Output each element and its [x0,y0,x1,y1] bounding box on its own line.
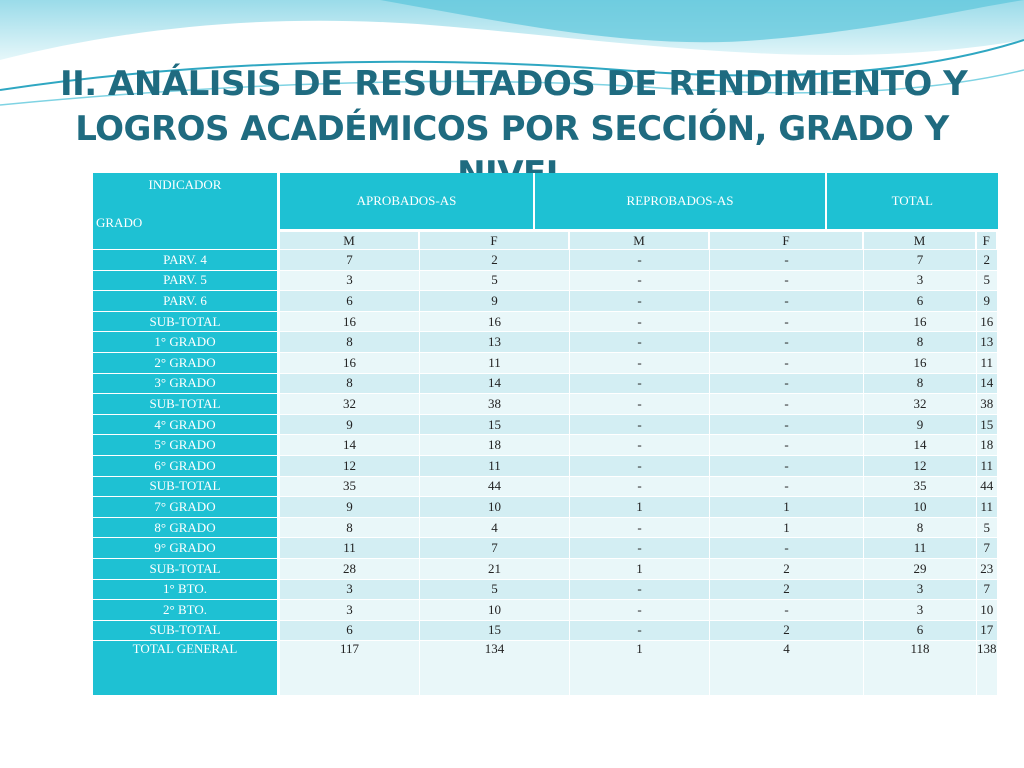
cell-aprobados-f: 15 [420,620,570,641]
table-row [93,640,998,695]
cell-reprobados-f: 1 [710,517,864,538]
subheader-reprobados-m: M [570,229,710,249]
row-label: SUB-TOTAL [93,620,280,641]
cell-total-m: 16 [864,352,977,373]
table-row [93,249,998,270]
cell-aprobados-f: 21 [420,558,570,579]
cell-reprobados-m: - [570,270,710,291]
row-label: 2° BTO. [93,599,280,620]
cell-aprobados-f: 38 [420,393,570,414]
table-row [93,311,998,332]
cell-aprobados-m: 9 [280,414,420,435]
cell-total-m: 8 [864,373,977,394]
table-row [93,496,998,517]
cell-total-m: 35 [864,476,977,497]
cell-total-m: 29 [864,558,977,579]
table-row [93,579,998,600]
cell-reprobados-m: - [570,352,710,373]
cell-total-f: 44 [977,476,998,497]
cell-aprobados-m: 7 [280,249,420,270]
row-label: 2° GRADO [93,352,280,373]
cell-aprobados-m: 16 [280,352,420,373]
cell-total-m: 14 [864,434,977,455]
table-row [93,414,998,435]
cell-aprobados-m: 6 [280,620,420,641]
cell-aprobados-m: 6 [280,290,420,311]
cell-reprobados-f: - [710,290,864,311]
table-row [93,599,998,620]
results-table [93,173,998,695]
cell-reprobados-m: - [570,393,710,414]
cell-aprobados-m: 28 [280,558,420,579]
cell-reprobados-f: 4 [710,640,864,695]
cell-total-f: 38 [977,393,998,414]
cell-aprobados-m: 8 [280,517,420,538]
cell-total-f: 10 [977,599,998,620]
cell-reprobados-f: - [710,373,864,394]
cell-total-f: 18 [977,434,998,455]
cell-reprobados-f: 2 [710,579,864,600]
table-row [93,455,998,476]
cell-total-f: 11 [977,496,998,517]
cell-reprobados-m: - [570,373,710,394]
cell-aprobados-f: 10 [420,599,570,620]
cell-aprobados-m: 16 [280,311,420,332]
cell-total-f: 9 [977,290,998,311]
cell-reprobados-m: - [570,290,710,311]
cell-reprobados-f: - [710,311,864,332]
header-indicador-grado [93,173,280,249]
cell-total-m: 118 [864,640,977,695]
cell-total-f: 11 [977,455,998,476]
title-line-2: LOGROS ACADÉMICOS POR SECCIÓN, GRADO Y [75,109,949,149]
cell-reprobados-f: - [710,249,864,270]
cell-reprobados-m: 1 [570,640,710,695]
cell-reprobados-f: - [710,599,864,620]
cell-reprobados-m: 1 [570,496,710,517]
cell-aprobados-f: 5 [420,579,570,600]
row-label: 8° GRADO [93,517,280,538]
cell-aprobados-m: 8 [280,331,420,352]
row-label: PARV. 5 [93,270,280,291]
cell-aprobados-m: 11 [280,537,420,558]
cell-reprobados-m: - [570,537,710,558]
cell-aprobados-m: 8 [280,373,420,394]
cell-total-m: 3 [864,579,977,600]
table-row [93,537,998,558]
cell-aprobados-f: 14 [420,373,570,394]
cell-aprobados-m: 32 [280,393,420,414]
cell-total-m: 9 [864,414,977,435]
table-row [93,558,998,579]
cell-reprobados-f: - [710,352,864,373]
cell-total-m: 10 [864,496,977,517]
cell-reprobados-m: - [570,579,710,600]
cell-reprobados-f: - [710,393,864,414]
title-line-1: II. ANÁLISIS DE RESULTADOS DE RENDIMIENTO Y [60,64,968,104]
header-reprobados: REPROBADOS-AS [535,173,827,229]
row-label: PARV. 6 [93,290,280,311]
cell-total-m: 11 [864,537,977,558]
cell-reprobados-f: - [710,331,864,352]
cell-total-f: 15 [977,414,998,435]
cell-total-f: 14 [977,373,998,394]
cell-total-f: 16 [977,311,998,332]
table-row [93,290,998,311]
cell-total-m: 8 [864,517,977,538]
row-label: SUB-TOTAL [93,476,280,497]
cell-reprobados-m: - [570,455,710,476]
cell-reprobados-m: - [570,517,710,538]
cell-aprobados-f: 18 [420,434,570,455]
table-body [93,249,998,695]
cell-total-m: 16 [864,311,977,332]
row-label: SUB-TOTAL [93,311,280,332]
cell-reprobados-m: 1 [570,558,710,579]
cell-reprobados-m: - [570,476,710,497]
cell-aprobados-f: 7 [420,537,570,558]
cell-aprobados-f: 13 [420,331,570,352]
cell-total-f: 11 [977,352,998,373]
cell-reprobados-f: 1 [710,496,864,517]
row-label: 5° GRADO [93,434,280,455]
table-row [93,620,998,641]
cell-aprobados-m: 12 [280,455,420,476]
cell-aprobados-f: 9 [420,290,570,311]
cell-reprobados-f: - [710,270,864,291]
cell-total-f: 5 [977,517,998,538]
cell-reprobados-f: - [710,434,864,455]
row-label: SUB-TOTAL [93,393,280,414]
cell-aprobados-f: 44 [420,476,570,497]
cell-total-f: 2 [977,249,998,270]
row-label: 4° GRADO [93,414,280,435]
cell-aprobados-m: 35 [280,476,420,497]
cell-aprobados-f: 15 [420,414,570,435]
table-row [93,434,998,455]
cell-aprobados-f: 5 [420,270,570,291]
cell-aprobados-f: 2 [420,249,570,270]
cell-total-m: 3 [864,599,977,620]
cell-reprobados-f: - [710,455,864,476]
header-indicador: INDICADOR [148,177,222,192]
cell-total-f: 7 [977,537,998,558]
row-label: 9° GRADO [93,537,280,558]
row-label: 7° GRADO [93,496,280,517]
subheader-aprobados-f: F [420,229,570,249]
subheader-reprobados-f: F [710,229,864,249]
table-row [93,393,998,414]
row-label: 3° GRADO [93,373,280,394]
table-row [93,517,998,538]
cell-reprobados-m: - [570,414,710,435]
table-row [93,270,998,291]
cell-total-m: 3 [864,270,977,291]
table-row [93,373,998,394]
cell-aprobados-m: 3 [280,579,420,600]
row-label: 1° GRADO [93,331,280,352]
header-total: TOTAL [827,173,998,229]
cell-aprobados-m: 3 [280,270,420,291]
cell-total-m: 8 [864,331,977,352]
row-label: 6° GRADO [93,455,280,476]
cell-reprobados-f: 2 [710,620,864,641]
cell-reprobados-m: - [570,249,710,270]
table-row [93,352,998,373]
cell-total-m: 6 [864,620,977,641]
cell-reprobados-m: - [570,311,710,332]
cell-total-f: 7 [977,579,998,600]
cell-aprobados-f: 4 [420,517,570,538]
cell-aprobados-m: 14 [280,434,420,455]
cell-total-f: 17 [977,620,998,641]
header-grado: GRADO [96,215,143,230]
subheader-total-m: M [864,229,977,249]
table-row [93,476,998,497]
cell-total-f: 5 [977,270,998,291]
cell-reprobados-f: - [710,537,864,558]
cell-aprobados-m: 9 [280,496,420,517]
cell-total-f: 138 [977,640,998,695]
cell-aprobados-m: 117 [280,640,420,695]
cell-aprobados-m: 3 [280,599,420,620]
header-aprobados: APROBADOS-AS [280,173,535,229]
cell-aprobados-f: 134 [420,640,570,695]
cell-reprobados-m: - [570,331,710,352]
row-label: TOTAL GENERAL [93,640,280,695]
row-label: PARV. 4 [93,249,280,270]
cell-aprobados-f: 10 [420,496,570,517]
cell-total-m: 12 [864,455,977,476]
row-label: 1° BTO. [93,579,280,600]
cell-aprobados-f: 11 [420,455,570,476]
cell-total-f: 23 [977,558,998,579]
cell-reprobados-m: - [570,434,710,455]
table-row [93,331,998,352]
cell-reprobados-m: - [570,620,710,641]
cell-reprobados-f: - [710,476,864,497]
cell-total-m: 32 [864,393,977,414]
cell-total-f: 13 [977,331,998,352]
cell-aprobados-f: 16 [420,311,570,332]
cell-reprobados-m: - [570,599,710,620]
subheader-total-f: F [977,229,998,249]
subheader-aprobados-m: M [280,229,420,249]
row-label: SUB-TOTAL [93,558,280,579]
cell-total-m: 6 [864,290,977,311]
cell-reprobados-f: 2 [710,558,864,579]
cell-aprobados-f: 11 [420,352,570,373]
cell-reprobados-f: - [710,414,864,435]
cell-total-m: 7 [864,249,977,270]
